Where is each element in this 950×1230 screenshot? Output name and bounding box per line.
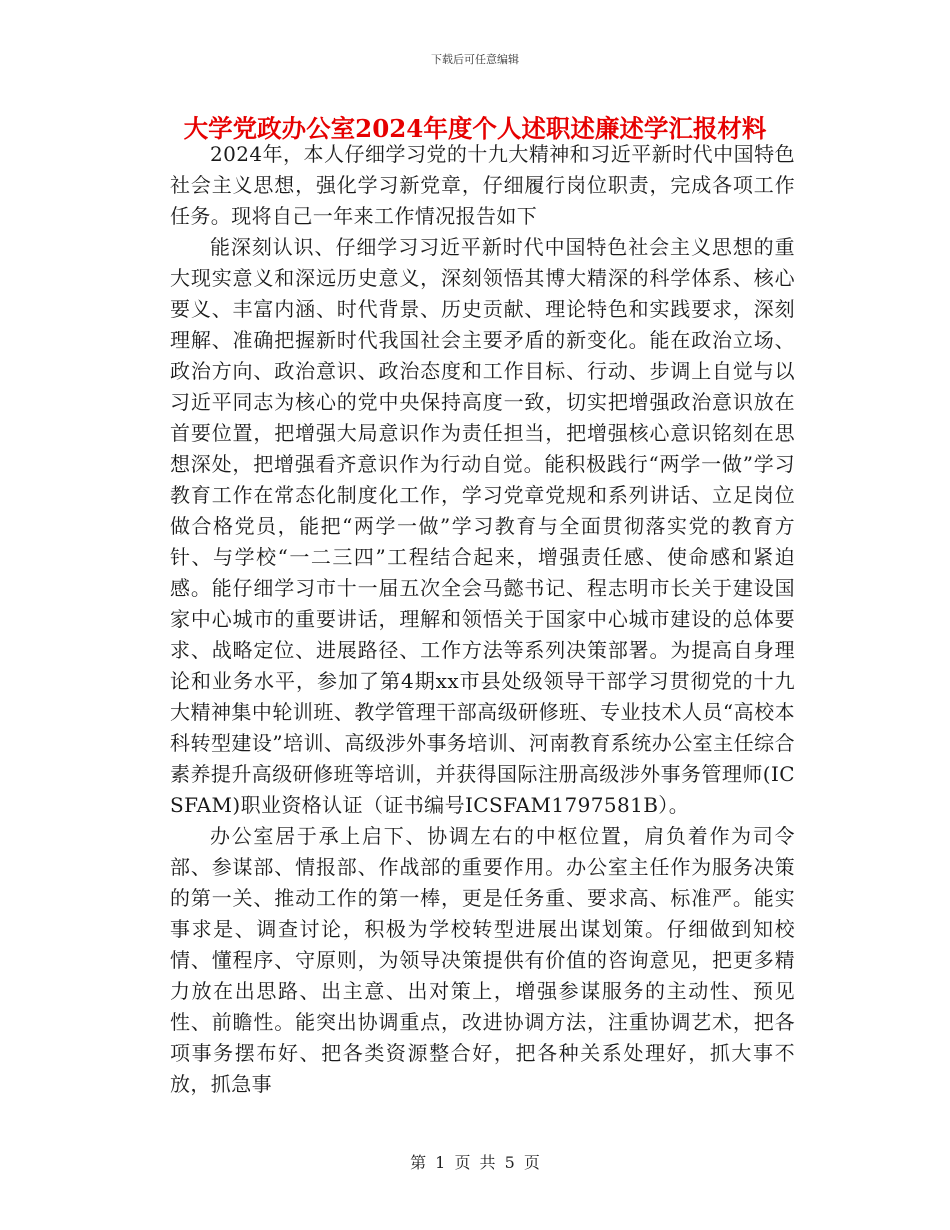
- document-title: 大学党政办公室2024年度个人述职述廉述学汇报材料: [183, 114, 767, 143]
- paragraph-office-role: 办公室居于承上启下、协调左右的中枢位置，肩负着作为司令部、参谋部、情报部、作战部的重要作用。办公室主任作为服务决策的第一关、推动工作的第一棒，更是任务重、要求高、标准严。能实事求是、调查讨论，积极为学校转型进展出谋划策。仔细做到知校情、懂程序、守原则，为领导决策提供有价值的咨询意见，把更多精力放在出思路、出主意、出对策上，增强参谋服务的主动性、预见性、前瞻性。能突出协调重点，改进协调方法，注重协调艺术，把各项事务摆布好、把各类资源整合好，把各种关系处理好，抓大事不放，抓急事: [170, 824, 795, 1096]
- document-body: [170, 139, 795, 1100]
- paragraph-study: 能深刻认识、仔细学习习近平新时代中国特色社会主义思想的重大现实意义和深远历史意义，深刻领悟其博大精深的科学体系、核心要义、丰富内涵、时代背景、历史贡献、理论特色和实践要求，深刻理解、准确把握新时代我国社会主要矛盾的新变化。能在政治立场、政治方向、政治意识、政治态度和工作目标、行动、步调上自觉与以习近平同志为核心的党中央保持高度一致，切实把增强政治意识放在首要位置，把增强大局意识作为责任担当，把增强核心意识铭刻在思想深处，把增强看齐意识作为行动自觉。能积极践行“两学一做”学习教育工作在常态化制度化工作，学习党章党规和系列讲话、立足岗位做合格党员，能把“两学一做”学习教育与全面贯彻落实党的教育方针、与学校“一二三四”工程结合起来，增强责任感、使命感和紧迫感。能仔细学习市十一届五次全会马懿书记、程志明市长关于建设国家中心城市的重要讲话，理解和领悟关于国家中心城市建设的总体要求、战略定位、进展路径、工作方法等系列决策部署。为提高自身理论和业务水平，参加了第4期xx市县处级领导干部学习贯彻党的十九大精神集中轮训班、教学管理干部高级研修班、专业技术人员“高校本科转型建设”培训、高级涉外事务培训、河南教育系统办公室主任综合素养提升高级研修班等培训，并获得国际注册高级涉外事务管理师(ICSFAM)职业资格认证（证书编号ICSFAM1797581B）。: [170, 235, 795, 817]
- header-note: 下载后可任意编辑: [431, 53, 519, 66]
- page-number-footer: 第 1 页 共 5 页: [410, 1153, 540, 1172]
- paragraph-intro: 2024年，本人仔细学习党的十九大精神和习近平新时代中国特色社会主义思想，强化学习新党章，仔细履行岗位职责，完成各项工作任务。现将自己一年来工作情况报告如下: [170, 142, 795, 228]
